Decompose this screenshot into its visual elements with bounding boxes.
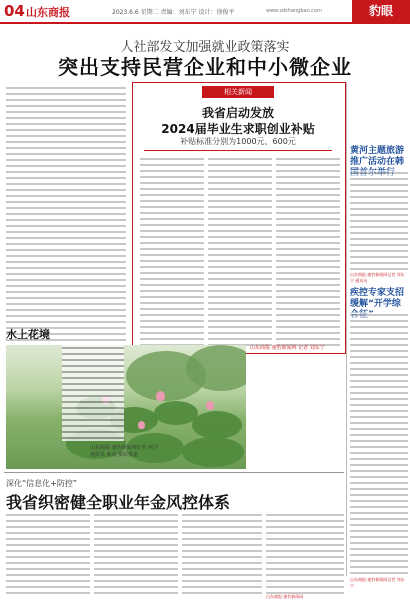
- feature-subtitle: 补贴标准分别为1000元、600元: [180, 137, 296, 146]
- lead-kicker: 人社部发文加强就业政策落实: [120, 40, 290, 55]
- bottom-byline: 山东商报·速豹新闻网: [266, 594, 304, 599]
- feature-column-1: [140, 156, 204, 346]
- photo-caption-reporter: 山东商报·速豹新闻网记者 何学: [90, 445, 159, 451]
- feature-byline: 山东商报·速豹新闻网 记者 刘东宁: [250, 345, 325, 351]
- feature-column-2: [208, 156, 272, 346]
- lotus-flower: [156, 391, 165, 401]
- lotus-leaf: [154, 401, 198, 425]
- bottom-column-1: [6, 512, 90, 596]
- lotus-flower: [138, 421, 145, 429]
- background-tree: [186, 345, 246, 391]
- paper-name: 山东商报: [26, 6, 70, 19]
- bottom-column-4: [266, 512, 344, 596]
- feature-headline-line1[interactable]: 我省启动发放: [201, 106, 274, 120]
- column-brand: 豹眼: [352, 0, 410, 22]
- feature-headline-line2[interactable]: 2024届毕业生求职创业补贴: [161, 122, 315, 136]
- header-info: 2023.6.6 星期二 责编：刘东宁 设计：徐俊平: [112, 9, 235, 16]
- lotus-leaf: [192, 411, 242, 439]
- header-rule: [0, 22, 410, 24]
- right-story1-byline: 山东商报·速豹新闻网记者 刘东宁 通讯员: [350, 272, 405, 283]
- bottom-headline[interactable]: 我省织密健全职业年金风控体系: [6, 493, 231, 512]
- right-story1-headline[interactable]: 黄河主题旅游推广活动在韩: [350, 146, 405, 167]
- lotus-flower: [206, 401, 214, 410]
- right-column-divider: [346, 82, 347, 576]
- feature-column-3: [276, 156, 340, 346]
- photo-story-body: [62, 345, 124, 441]
- photo-story-title[interactable]: 水上花境: [6, 328, 50, 341]
- right-story2-body: [350, 312, 408, 576]
- photo-caption-credit: 通讯员 曲寅 摄影报道: [90, 452, 139, 458]
- right-story2-headline[interactable]: 疾控专家支招缓解“开学综: [350, 288, 405, 309]
- right-story1-body: [350, 170, 408, 270]
- feature-tag: 相关新闻: [202, 86, 274, 98]
- feature-rule: [144, 150, 332, 151]
- bottom-story-divider: [4, 472, 344, 473]
- bottom-kicker: 深化“信息化+防控”: [6, 479, 77, 488]
- site-url[interactable]: www.sdshangbao.com: [266, 8, 322, 14]
- lead-body-text: [6, 85, 126, 352]
- bottom-column-3: [182, 512, 262, 596]
- photo-caption: [90, 444, 250, 458]
- page-number: 04: [4, 2, 25, 20]
- right-story2-byline: 山东商报·速豹新闻网记者 刘东宁: [350, 577, 405, 588]
- bottom-column-2: [94, 512, 178, 596]
- lead-headline[interactable]: 突出支持民营企业和中小微企业: [58, 55, 352, 79]
